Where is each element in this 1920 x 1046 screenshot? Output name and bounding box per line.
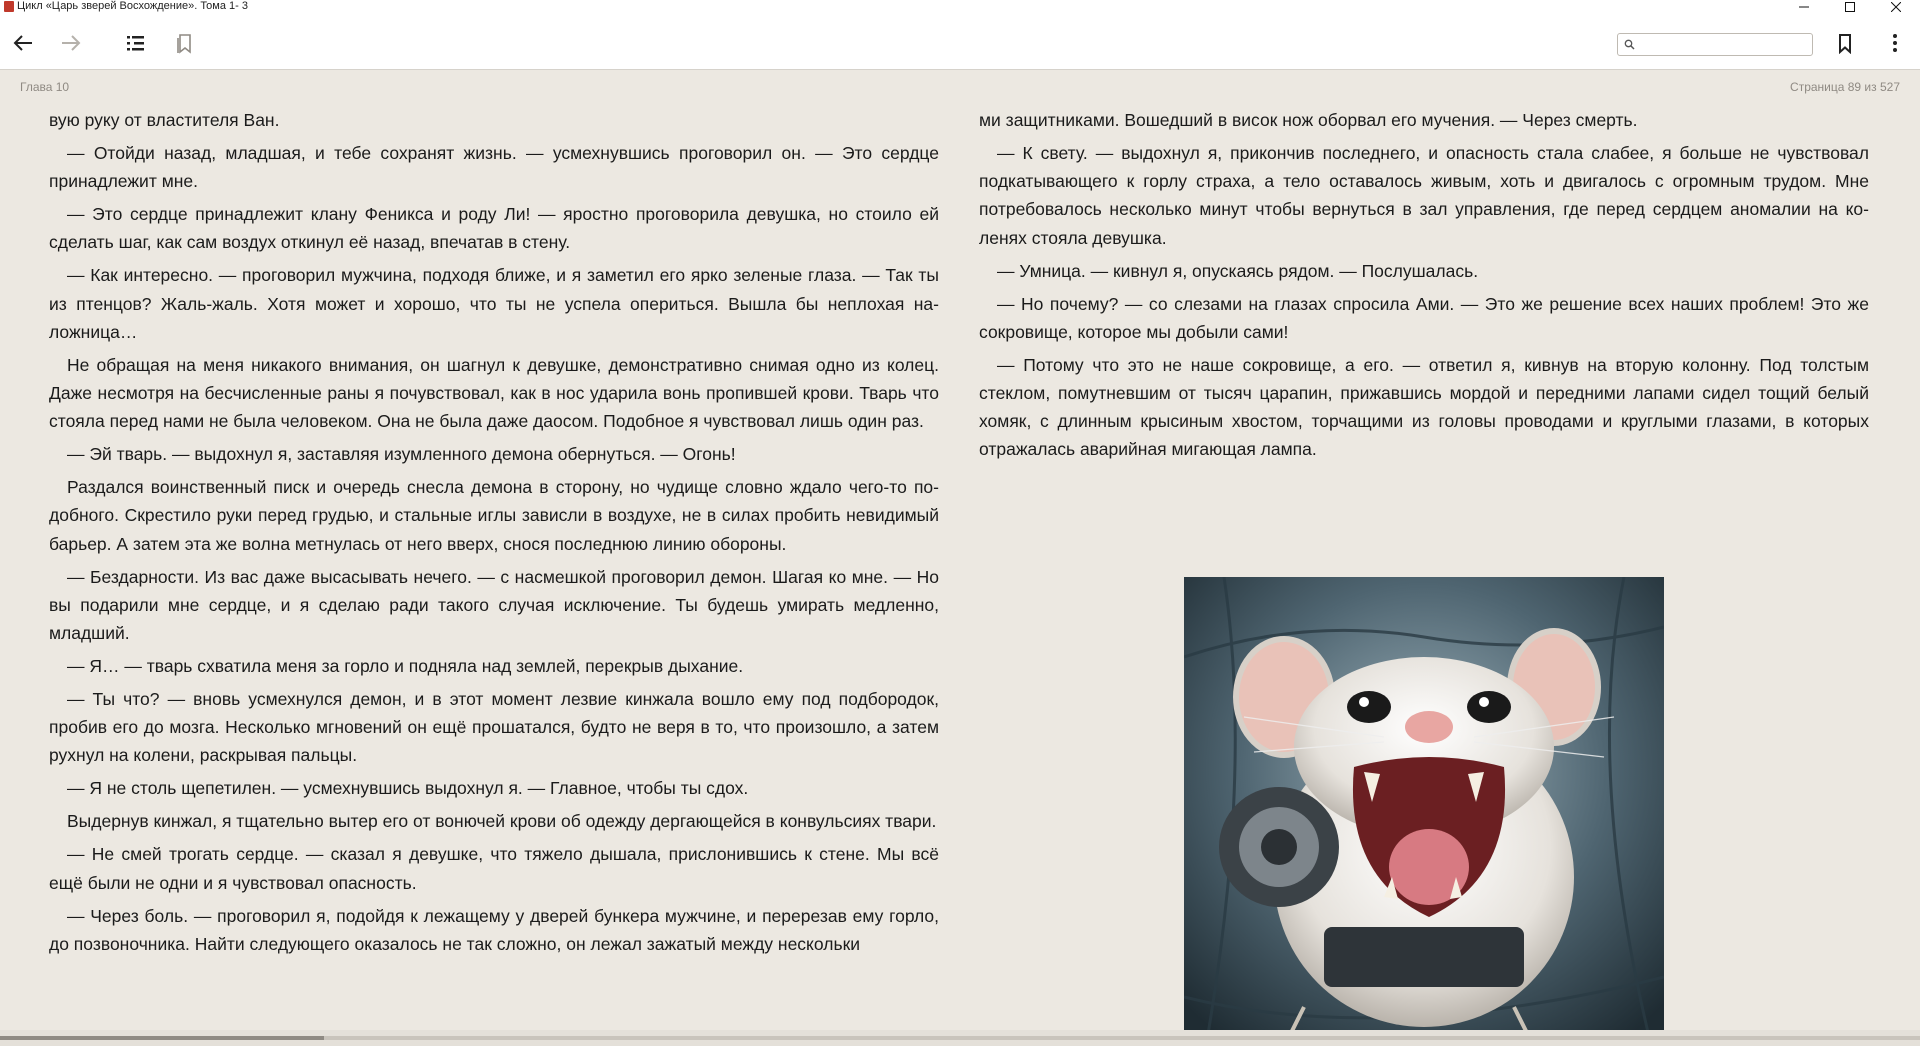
back-button[interactable] [8,28,38,58]
paragraph: Выдернув кинжал, я тщательно вытер его от вонючей крови об одежду дергающейся в конвульсиях твари. [67,811,937,832]
maximize-button[interactable] [1827,0,1873,14]
progress-fill [0,1036,324,1040]
chapter-title: Глава 10 [20,80,70,94]
minimize-button[interactable] [1781,0,1827,14]
more-menu-button[interactable] [1880,28,1910,58]
illustration-image [1184,577,1664,1046]
paragraph: — Не смей трогать сердце. — сказал я девушке, что тяжело дышала, прислонившись к стене. Мы всё ещё были не одни и я чувствовал опасность. [49,844,939,893]
arrow-right-icon [60,32,82,54]
toolbar [0,14,1920,70]
reading-area[interactable] [0,70,1920,1030]
paragraph: ми защитниками. Вошедший в висок нож оборвал его мучения. — Через смерть. [979,110,1638,130]
paragraph: — Через боль. — проговорил я, подойдя к лежащему у дверей бункера мужчине, и перерезав ему горло, до позвоночника. Найти следующего оказалось не так сложно, он лежал зажатый между нескольки [49,905,939,954]
search-box[interactable] [1617,33,1813,56]
paragraph: — Но почему? — со слезами на глазах спросила Ами. — Это же решение всех наших проблем! Это же сокровище, которое мы добыли сами! [979,293,1869,342]
paragraph: — Я… — тварь схватила меня за горло и подняла над землей, перекрыв дыхание. [67,656,744,677]
paragraph: Раздался воинственный писк и очередь снесла демона в сторону, но чудище словно ждало чего-то подобного. Скрестило руки перед грудью, и стальные иглы зависли в воздухе, не в силах пробить невидимый барьер. А затем эта же волна метнулась от него вверх, снося последнюю линию обороны. [49,477,939,554]
table-of-contents-icon [125,32,147,54]
add-bookmark-button[interactable] [1830,28,1860,58]
hamster-illustration [1184,577,1664,1046]
left-page-column [49,106,939,963]
paragraph: — Эй тварь. — выдохнул я, заставляя изумленного демона обернуться. — Огонь! [67,444,736,465]
close-button[interactable] [1873,0,1919,14]
paragraph: — Умница. — кивнул я, опускаясь рядом. — Послушалась. [997,260,1479,281]
paragraph: — Как интересно. — проговорил мужчина, подходя ближе, и я заметил его ярко зеленые глаза. — Так ты из птенцов? Жаль-жаль. Хотя может и хорошо, что ты не успела опериться. Вышла бы неплохая наложница… [49,265,939,342]
search-icon [1624,39,1635,50]
paragraph: — Это сердце принадлежит клану Феникса и роду Ли! — яростно проговорила девушка, но стоило ей сделать шаг, как сам воздух откинул её назад, впечатав в стену. [49,204,939,253]
minimize-icon [1799,2,1809,12]
paragraph: — Бездарности. Из вас даже высасывать нечего. — с насмешкой проговорил демон. Шагая ко мне. — Но вы подарили мне сердце, и я сделаю ради такого случая исключение. Ты будешь умирать медленно, младший. [49,566,939,644]
paragraph: — Ты что? — вновь усмехнулся демон, и в этот момент лезвие кинжала вошло ему под подбородок, пробив его до мозга. Несколько мгновений он ещё прошатался, будто не веря в то, что произошло, а затем рухнул на колени, раскрывая пальцы. [49,689,939,766]
page-indicator: Страница 89 из 527 [1790,80,1900,94]
window-title: Цикл «Царь зверей Восхождение». Тома 1- 3 [17,0,248,12]
paragraph: — Потому что это не наше сокровище, а его. — ответил я, кивнув на вторую колонну. Под толстым стеклом, помутневшим от тысяч царапин, прижавшись мордой и передними лапами сидел тощий белый хомяк, с длинным крысиным хвостом, торчащими из головы проводами и круглыми глазами, в которых отражалась аварийная мигающая лампа. [979,354,1869,460]
arrow-left-icon [12,32,34,54]
bookmarks-list-button[interactable] [170,28,200,58]
bookmarks-icon [174,32,196,54]
paragraph: — Я не столь щепетилен. — усмехнувшись выдохнул я. — Главное, чтобы ты сдох. [67,778,749,799]
paragraph: вую руку от властителя Ван. [49,110,280,130]
maximize-icon [1845,2,1855,12]
paragraph: Не обращая на меня никакого внимания, он шагнул к девушке, демонстративно снимая одно из колец. Даже несмотря на бесчисленные раны я почувствовал, как в нос ударила вонь пропившей крови. Тварь что стояла перед нами не была человеком. Она не была даже даосом. Подобное я чувствовал лишь один раз. [49,354,939,432]
table-of-contents-button[interactable] [121,28,151,58]
bookmark-icon [1834,32,1856,54]
more-vertical-icon [1884,32,1906,54]
right-page-column [979,106,1869,468]
forward-button[interactable] [56,28,86,58]
paragraph: — К свету. — выдохнул я, прикончив последнего, и опасность стала слабее, я больше не чувствовал подкатывающего к горлу страха, а тело оставалось живым, хоть и двигалось с огромным трудом. Мне потребовалось несколько минут чтобы вернуться в зал управления, где перед сердцем аномалии на коленях стояла девушка. [979,143,1869,248]
title-bar [0,0,1920,14]
search-input[interactable] [1638,36,1812,55]
reading-progress-bar[interactable] [0,1030,1920,1046]
book-app-icon [4,1,14,12]
close-icon [1891,2,1901,12]
paragraph: — Отойди назад, младшая, и тебе сохранят жизнь. — усмехнувшись проговорил он. — Это сердце принадлежит мне. [49,143,939,192]
